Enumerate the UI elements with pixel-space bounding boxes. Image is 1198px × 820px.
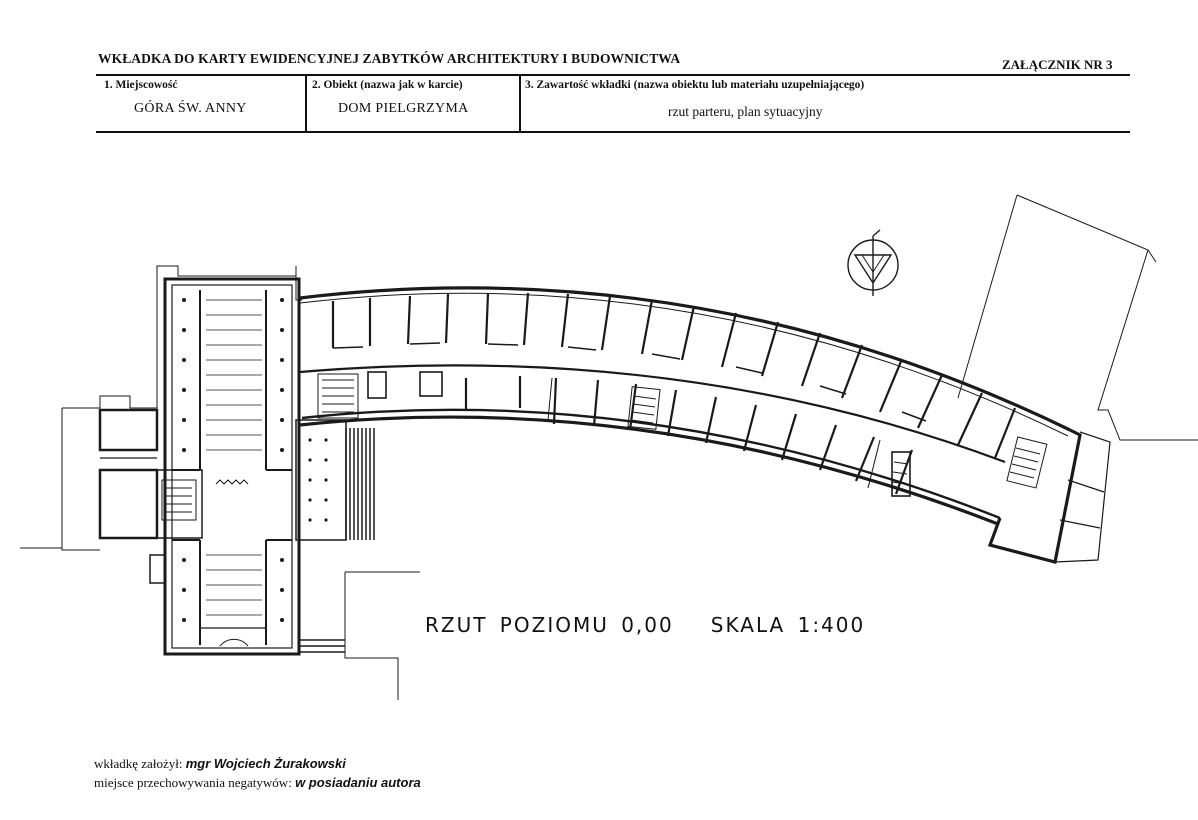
- hall-rows: [206, 300, 262, 615]
- object-value: DOM PIELGRZYMA: [338, 101, 469, 116]
- object-label: 2. Obiekt (nazwa jak w karcie): [312, 79, 463, 91]
- author-value: mgr Wojciech Żurakowski: [185, 756, 346, 771]
- locality-value: GÓRA ŚW. ANNY: [134, 101, 247, 116]
- document-title: WKŁADKA DO KARTY EWIDENCYJNEJ ZABYTKÓW ARCHITEKTURY I BUDOWNICTWA: [98, 51, 681, 66]
- east-terminal: [1055, 432, 1110, 562]
- west-block: [165, 279, 299, 654]
- column-markers: [182, 298, 328, 622]
- content-value: rzut parteru, plan sytuacyjny: [668, 104, 823, 119]
- plan-caption: RZUT POZIOMU 0,00 SKALA 1:400: [425, 613, 866, 637]
- stairs: [162, 372, 1047, 520]
- entrance-portico: [296, 420, 374, 652]
- author-line: [94, 756, 346, 772]
- content-label: 3. Zawartość wkładki (nazwa obiektu lub materiału uzupełniającego): [525, 79, 865, 91]
- annex-number: ZAŁĄCZNIK NR 3: [1002, 57, 1113, 72]
- storage-line: [94, 775, 421, 791]
- storage-value: w posiadaniu autora: [295, 775, 421, 790]
- locality-label: 1. Miejscowość: [104, 79, 178, 91]
- wing-partitions-north: [333, 293, 1015, 458]
- north-arrow: [848, 230, 898, 296]
- storage-label: miejsce przechowywania negatywów:: [94, 775, 292, 790]
- author-label: wkładkę założył:: [94, 756, 183, 771]
